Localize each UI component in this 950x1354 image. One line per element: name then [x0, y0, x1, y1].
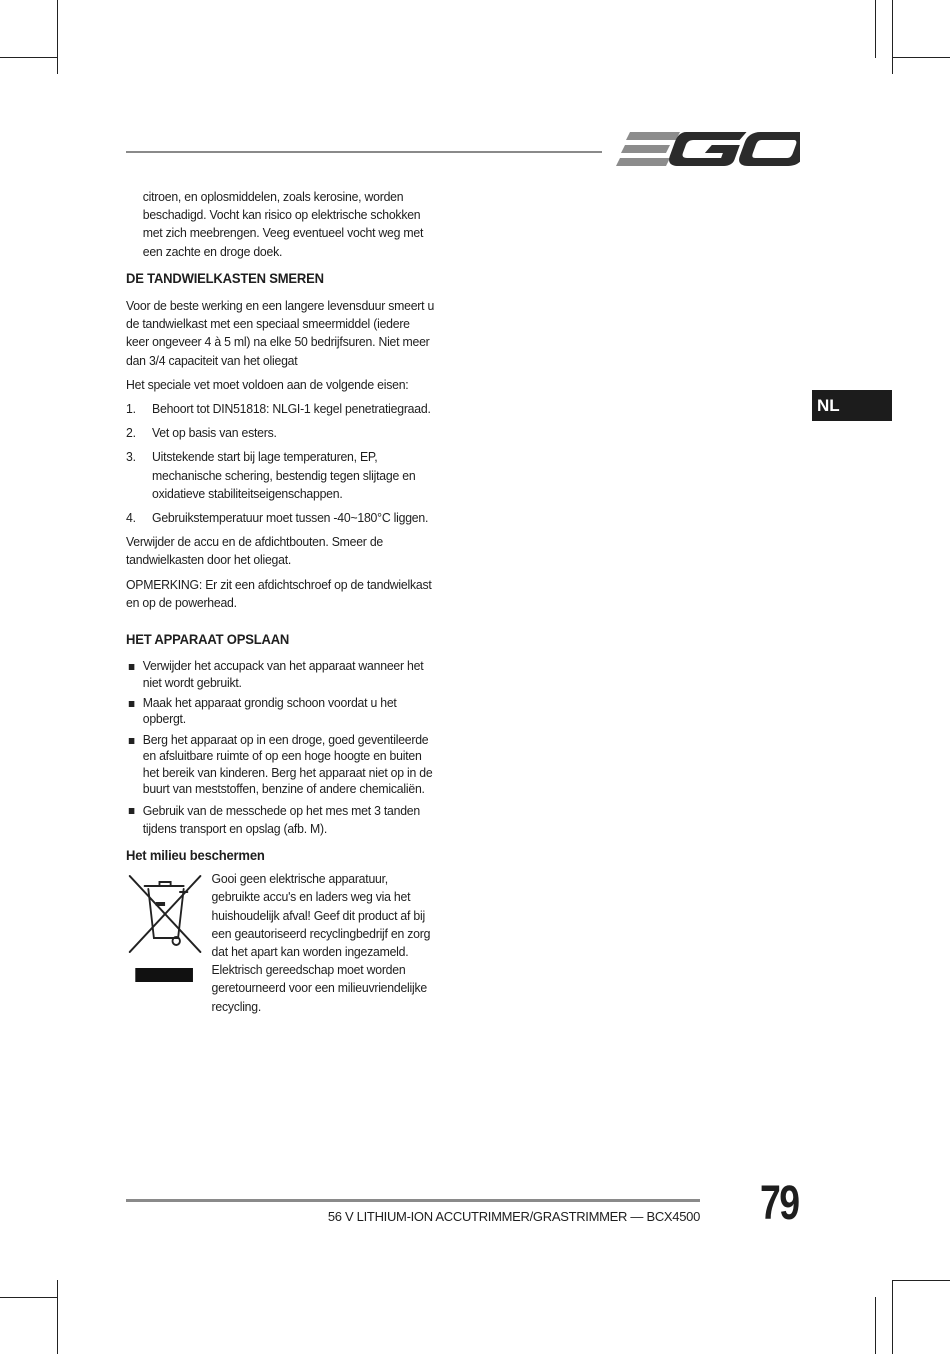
environment-block: [126, 870, 435, 1016]
storage-item-text: Berg het apparaat op in een droge, goed geventileerde en afsluitbare ruimte of op een hoge hoogte en buiten het bereik van kinderen. Berg het apparaat niet op in de buurt van meststoffen, benzine of andere chemicaliën.: [142, 731, 433, 797]
heading-storage: HET APPARAAT OPSLAAN: [126, 631, 290, 648]
requirement-text: Vet op basis van esters.: [152, 425, 277, 441]
storage-item: [126, 658, 435, 691]
requirement-text: Uitstekende start bij lage temperaturen, EP, mechanische schering, bestendig tegen slijtage en oxidatieve stabiliteitseigenschappen.: [152, 449, 416, 501]
footer-product-title: 56 V LITHIUM-ION ACCUTRIMMER/GRASTRIMMER — BCX4500: [327, 1209, 700, 1224]
square-bullet-icon: [129, 808, 135, 814]
requirement-item: [126, 400, 435, 418]
gearbox-paragraph-3: Verwijder de accu en de afdichtbouten. Smeer de tandwielkasten door het oliegat.: [126, 534, 384, 568]
environment-text: Gooi geen elektrische apparatuur, gebruikte accu's en laders weg via het huishoudelijk afval! Geef dit product af bij een geautoriseerd recyclingbedrijf en zorg dat het apart kan worden ingezameld. Elektrisch gereedschap moet worden geretourneerd voor een milieuvriendelijke recycling.: [211, 871, 431, 1014]
storage-item-text: Verwijder het accupack van het apparaat wanneer het niet wordt gebruikt.: [142, 658, 424, 690]
square-bullet-icon: [129, 664, 135, 670]
requirement-item: [126, 424, 435, 442]
requirement-item: [126, 448, 435, 503]
requirement-number: 3.: [126, 449, 136, 465]
storage-list: [126, 658, 435, 838]
requirement-number: 1.: [126, 401, 136, 417]
footer-rule: [126, 1199, 700, 1202]
requirement-number: 4.: [126, 510, 136, 526]
storage-item-text: Gebruik van de messchede op het mes met 3 tanden tijdens transport en opslag (afb. M).: [142, 802, 420, 836]
crossed-out-wheelie-bin-icon: [126, 870, 212, 1016]
square-bullet-icon: [129, 738, 135, 744]
gearbox-paragraph-1: Voor de beste werking en een langere levensduur smeert u de tandwielkast met een speciaal smeermiddel (iedere keer ongeveer 4 à 5 ml) na elke 50 bedrijfsuren. Niet meer dan 3/4 capaciteit van het oliegat: [126, 298, 435, 368]
language-tab: NL: [812, 390, 892, 421]
page-number: 79: [760, 1177, 799, 1230]
ego-logo: [616, 128, 800, 177]
storage-item: [126, 732, 435, 798]
header-rule: [126, 151, 602, 153]
storage-item: [126, 802, 435, 838]
storage-item-text: Maak het apparaat grondig schoon voordat u het opbergt.: [142, 695, 397, 727]
heading-gearbox: DE TANDWIELKASTEN SMEREN: [126, 269, 324, 286]
gearbox-note: OPMERKING: Er zit een afdichtschroef op de tandwielkast en op de powerhead.: [126, 576, 432, 610]
gearbox-paragraph-2: Het speciale vet moet voldoen aan de volgende eisen:: [126, 376, 409, 392]
main-column: [126, 188, 435, 1016]
requirements-list: [126, 400, 435, 527]
requirement-item: [126, 509, 435, 527]
storage-item: [126, 695, 435, 728]
requirement-text: Behoort tot DIN51818: NLGI-1 kegel penetratiegraad.: [152, 401, 431, 417]
intro-paragraph: citroen, en oplosmiddelen, zoals kerosine, worden beschadigd. Vocht kan risico op elektrische schokken met zich meebrengen. Veeg eventueel vocht weg met een zachte en droge doek.: [142, 189, 424, 259]
requirement-number: 2.: [126, 425, 136, 441]
square-bullet-icon: [129, 701, 135, 707]
requirement-text: Gebruikstemperatuur moet tussen -40~180°C liggen.: [152, 510, 429, 526]
heading-environment: Het milieu beschermen: [126, 846, 265, 863]
